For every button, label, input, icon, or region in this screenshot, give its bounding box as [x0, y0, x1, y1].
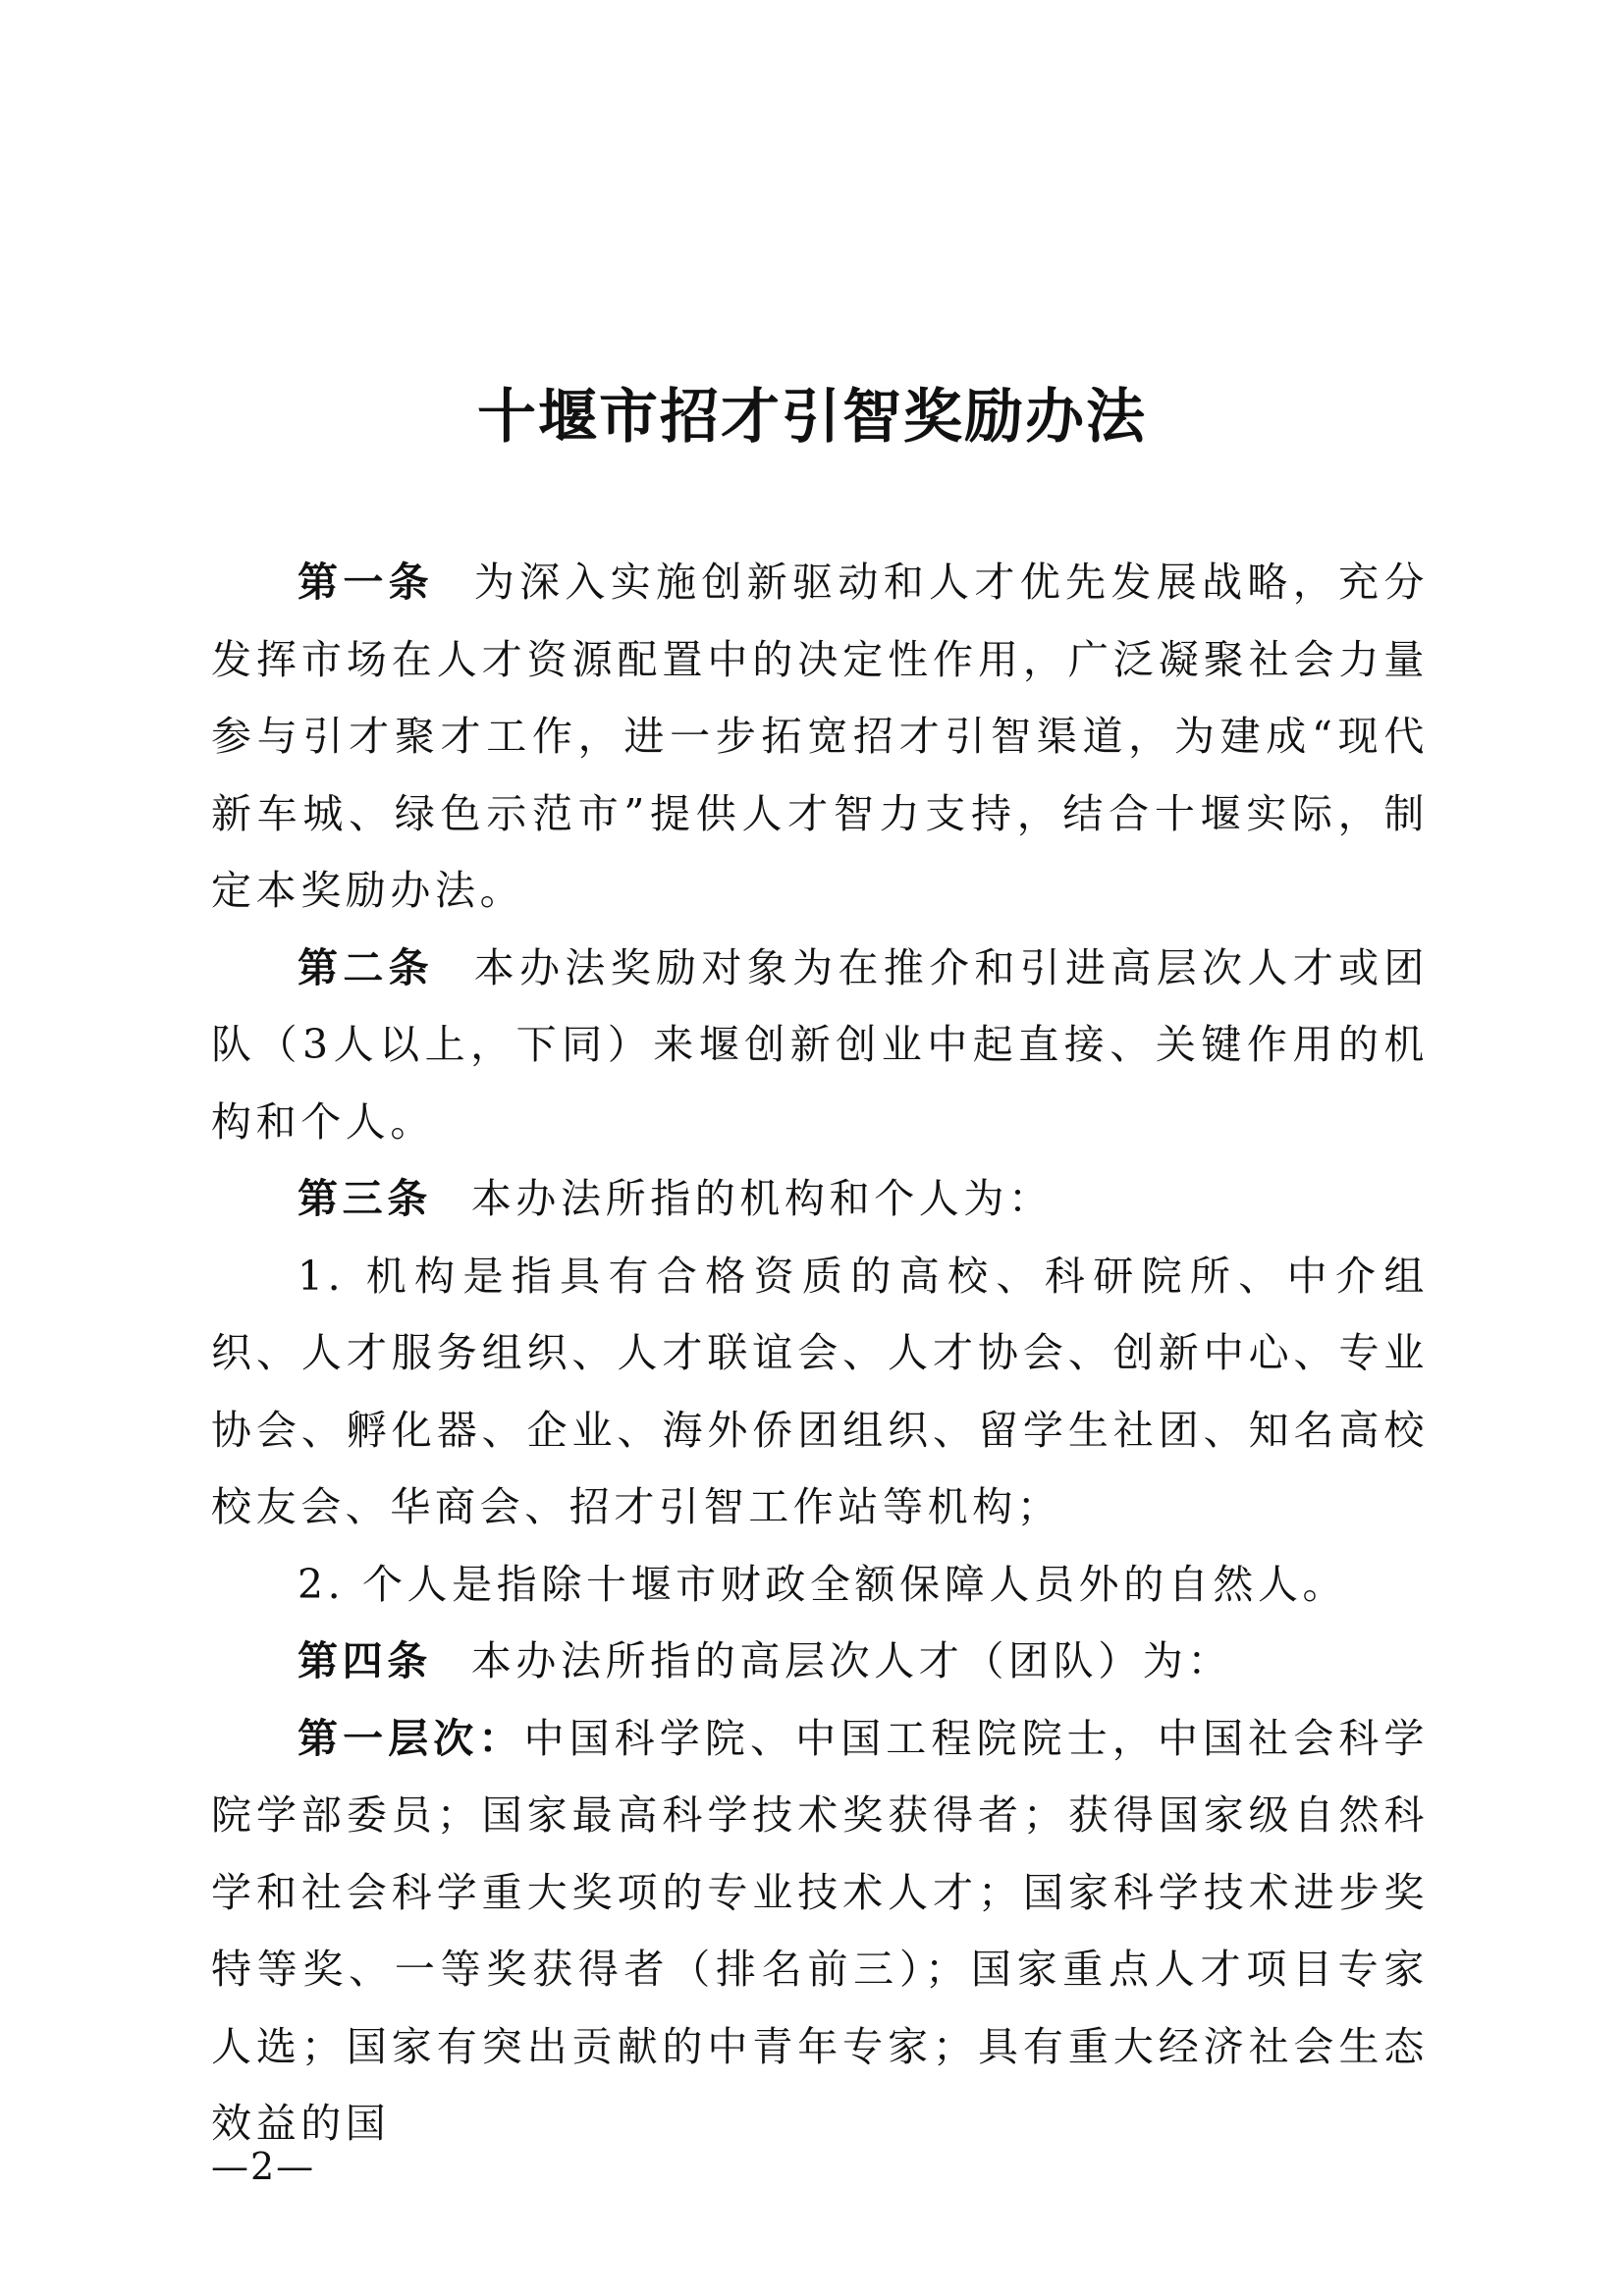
level-1-heading: 第一层次： — [298, 1714, 524, 1762]
page-title: 十堰市招才引智奖励办法 — [477, 383, 1147, 452]
article-4-heading: 第四条 — [298, 1637, 432, 1684]
article-3-item-1-text: 1. 机构是指具有合格资质的高校、科研院所、中介组织、人才服务组织、人才联谊会、人才协会、创新中心、专业协会、孵化器、企业、海外侨团组织、留学生社团、知名高校校友会、华商会、招才引智工作站等机构； — [211, 1252, 1429, 1530]
page-number: —2— — [211, 2145, 316, 2188]
article-3-item-2-text: 2. 个人是指除十堰市财政全额保障人员外的自然人。 — [298, 1560, 1348, 1608]
article-2-heading: 第二条 — [298, 943, 434, 991]
article-1-heading: 第一条 — [298, 559, 434, 606]
article-4-level-1 — [211, 1700, 1429, 2163]
article-3-heading: 第三条 — [298, 1175, 432, 1222]
article-1 — [211, 544, 1429, 930]
article-2-text: 本办法奖励对象为在推介和引进高层次人才或团队（3人以上，下同）来堰创新创业中起直接、关键作用的机构和个人。 — [211, 943, 1429, 1146]
article-4-text: 本办法所指的高层次人才（团队）为： — [470, 1637, 1233, 1684]
article-3-item-1 — [211, 1238, 1429, 1546]
article-3-text: 本办法所指的机构和个人为： — [470, 1175, 1054, 1222]
article-2 — [211, 930, 1429, 1161]
article-3 — [211, 1160, 1429, 1238]
article-3-item-2 — [211, 1546, 1429, 1624]
article-1-text: 为深入实施创新驱动和人才优先发展战略，充分发挥市场在人才资源配置中的决定性作用，广泛凝聚社会力量参与引才聚才工作，进一步拓宽招才引智渠道，为建成“现代新车城、绿色示范市”提供人才智力支持，结合十堰实际，制定本奖励办法。 — [211, 559, 1429, 914]
level-1-text: 中国科学院、中国工程院院士，中国社会科学院学部委员；国家最高科学技术奖获得者；获得国家级自然科学和社会科学重大奖项的专业技术人才；国家科学技术进步奖特等奖、一等奖获得者（排名前三）；国家重点人才项目专家人选；国家有突出贡献的中青年专家；具有重大经济社会生态效益的国 — [211, 1714, 1429, 2147]
document-body — [211, 544, 1429, 2163]
article-4 — [211, 1623, 1429, 1700]
